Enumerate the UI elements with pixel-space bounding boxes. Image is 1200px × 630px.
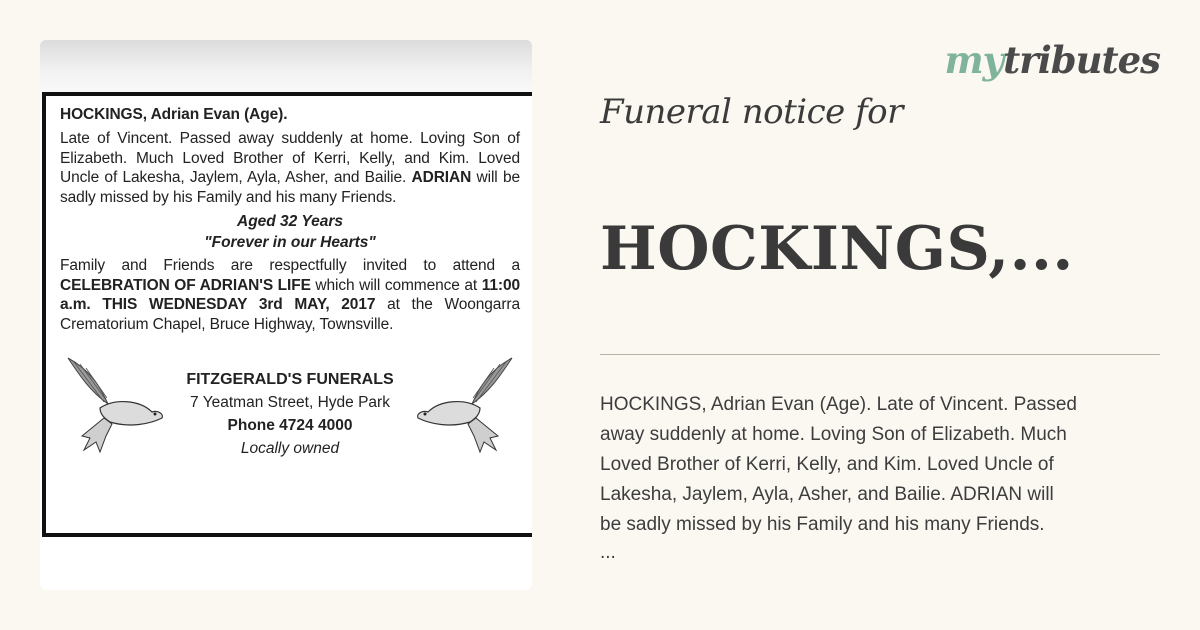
para1-text: Late of Vincent. Passed away suddenly at home. Loving Son of Elizabeth. Much Loved Brother of Kerri, Kelly, and Kim. Loved Uncle of Lakesha, Jaylem, Ayla, Asher, and Bailie. <box>60 130 520 186</box>
para2-mid: which will commence at <box>315 276 478 294</box>
notice-header-name: HOCKINGS, Adrian Evan (Age) <box>60 106 284 123</box>
para2-bold-date: 11:00 a.m. THIS WEDNESDAY 3rd MAY, 2017 <box>60 276 520 313</box>
para2-post: at the Woongarra Crematorium Chapel, Bruce Highway, Townsville. <box>60 296 520 333</box>
excerpt-line: HOCKINGS, Adrian Evan (Age). Late of Vincent. Passed <box>600 394 1078 415</box>
notice-image <box>40 40 532 590</box>
page-heading: Funeral notice for <box>600 92 903 132</box>
aged-line: Aged 32 Years <box>237 213 343 230</box>
excerpt-line: Loved Brother of Kerri, Kelly, and Kim. Loved Uncle of <box>600 454 1054 475</box>
funeral-home-name: FITZGERALD'S FUNERALS <box>186 371 394 388</box>
funeral-home-address: 7 Yeatman Street, Hyde Park <box>190 394 390 411</box>
divider <box>600 354 1160 355</box>
excerpt-line: be sadly missed by his Family and his many Friends. <box>600 514 1045 535</box>
notice-header <box>60 106 520 124</box>
funeral-home-locally-owned: Locally owned <box>240 440 340 457</box>
excerpt-line: Lakesha, Jaylem, Ayla, Asher, and Bailie. ADRIAN will <box>600 484 1054 505</box>
mytributes-logo[interactable] <box>944 38 1160 82</box>
para1-post: will be sadly missed by his Family and his many Friends. <box>60 169 520 206</box>
para2-text: Family and Friends are respectfully invited to attend a <box>60 257 520 274</box>
funeral-home-phone: Phone 4724 4000 <box>227 417 353 434</box>
para2-bold-celebration: CELEBRATION OF ADRIAN'S LIFE <box>60 276 311 294</box>
notice-paragraph-1 <box>60 129 520 207</box>
notice-paragraph-2 <box>60 256 520 334</box>
notice-header-end: . <box>283 106 288 123</box>
logo-my: my <box>944 38 1004 82</box>
funeral-home-text <box>60 368 520 460</box>
para1-bold: ADRIAN <box>411 169 472 186</box>
deceased-name: HOCKINGS,... <box>600 214 1074 284</box>
excerpt-line: away suddenly at home. Loving Son of Elizabeth. Much <box>600 424 1067 445</box>
excerpt-ellipsis: ... <box>600 542 616 563</box>
quote-line: "Forever in our Hearts" <box>204 234 376 251</box>
notice-excerpt <box>600 390 1160 540</box>
newspaper-notice <box>42 92 532 537</box>
funeral-home-block <box>60 356 520 486</box>
logo-tributes: tributes <box>1003 38 1160 82</box>
